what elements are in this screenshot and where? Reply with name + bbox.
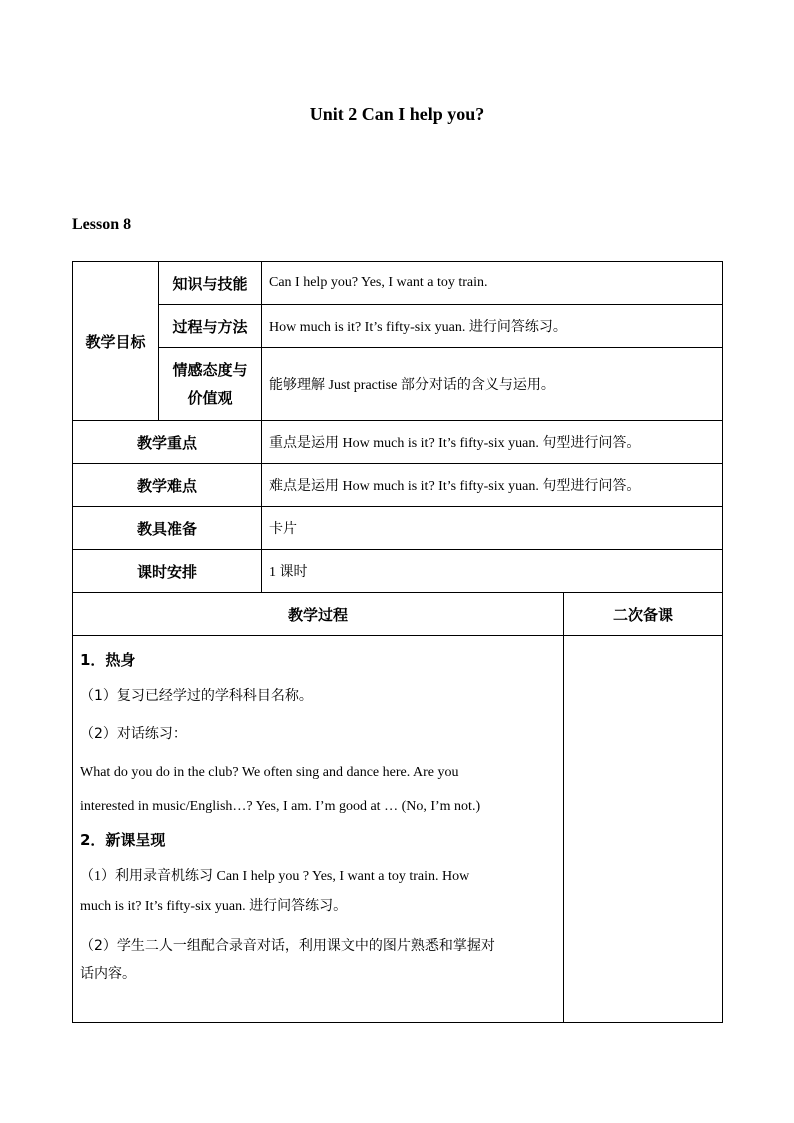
materials-label: 教具准备 xyxy=(73,507,262,550)
process-header-row xyxy=(73,593,723,636)
process-content-row xyxy=(73,636,723,1023)
difficulty-row xyxy=(73,464,723,507)
side-notes-header: 二次备课 xyxy=(564,593,723,636)
goal-sub-attitude-line1: 情感态度与 xyxy=(172,361,248,379)
warmup-heading: 1．热身 xyxy=(80,651,136,669)
presentation-item-2-line-2: 话内容。 xyxy=(80,966,136,982)
process-header: 教学过程 xyxy=(73,593,564,636)
goal-value-knowledge: Can I help you? Yes, I want a toy train. xyxy=(262,262,723,305)
key-point-row xyxy=(73,421,723,464)
process-content xyxy=(73,636,564,1023)
difficulty-label: 教学难点 xyxy=(73,464,262,507)
goal-row-knowledge xyxy=(73,262,723,305)
schedule-value: 1 课时 xyxy=(262,550,723,593)
presentation-item-1-line-2: much is it? It’s fifty-six yuan. 进行问答练习。 xyxy=(80,899,348,914)
goal-sub-process: 过程与方法 xyxy=(159,305,262,348)
goal-sub-knowledge: 知识与技能 xyxy=(159,262,262,305)
goal-row-attitude xyxy=(73,348,723,421)
dialog-line-1: What do you do in the club? We often sing and dance here. Are you xyxy=(80,765,459,780)
goal-row-process xyxy=(73,305,723,348)
key-point-label: 教学重点 xyxy=(73,421,262,464)
goal-sub-attitude xyxy=(159,348,262,421)
schedule-label: 课时安排 xyxy=(73,550,262,593)
materials-value: 卡片 xyxy=(262,507,723,550)
presentation-item-1-line-1: （1）利用录音机练习 Can I help you ? Yes, I want a toy train. How xyxy=(80,869,470,884)
key-point-value: 重点是运用 How much is it? It’s fifty-six yuan. 句型进行问答。 xyxy=(262,421,723,464)
materials-row xyxy=(73,507,723,550)
lesson-heading: Lesson 8 xyxy=(72,216,132,233)
schedule-row xyxy=(73,550,723,593)
goals-label: 教学目标 xyxy=(73,262,159,421)
warmup-item-1: （1）复习已经学过的学科科目名称。 xyxy=(80,688,313,704)
side-notes-cell xyxy=(564,636,723,1023)
document-title: Unit 2 Can I help you? xyxy=(309,104,485,124)
goal-value-process: How much is it? It’s fifty-six yuan. 进行问答练习。 xyxy=(262,305,723,348)
goal-sub-attitude-line2: 价值观 xyxy=(187,389,233,407)
goal-value-attitude: 能够理解 Just practise 部分对话的含义与运用。 xyxy=(262,348,723,421)
dialog-line-2: interested in music/English…? Yes, I am. I’m good at … (No, I’m not.) xyxy=(80,799,481,814)
lesson-plan-table xyxy=(72,261,723,1023)
warmup-item-2: （2）对话练习： xyxy=(80,726,187,742)
difficulty-value: 难点是运用 How much is it? It’s fifty-six yuan. 句型进行问答。 xyxy=(262,464,723,507)
presentation-heading: 2．新课呈现 xyxy=(80,831,166,849)
presentation-item-2-line-1: （2）学生二人一组配合录音对话，利用课文中的图片熟悉和掌握对 xyxy=(80,938,495,954)
